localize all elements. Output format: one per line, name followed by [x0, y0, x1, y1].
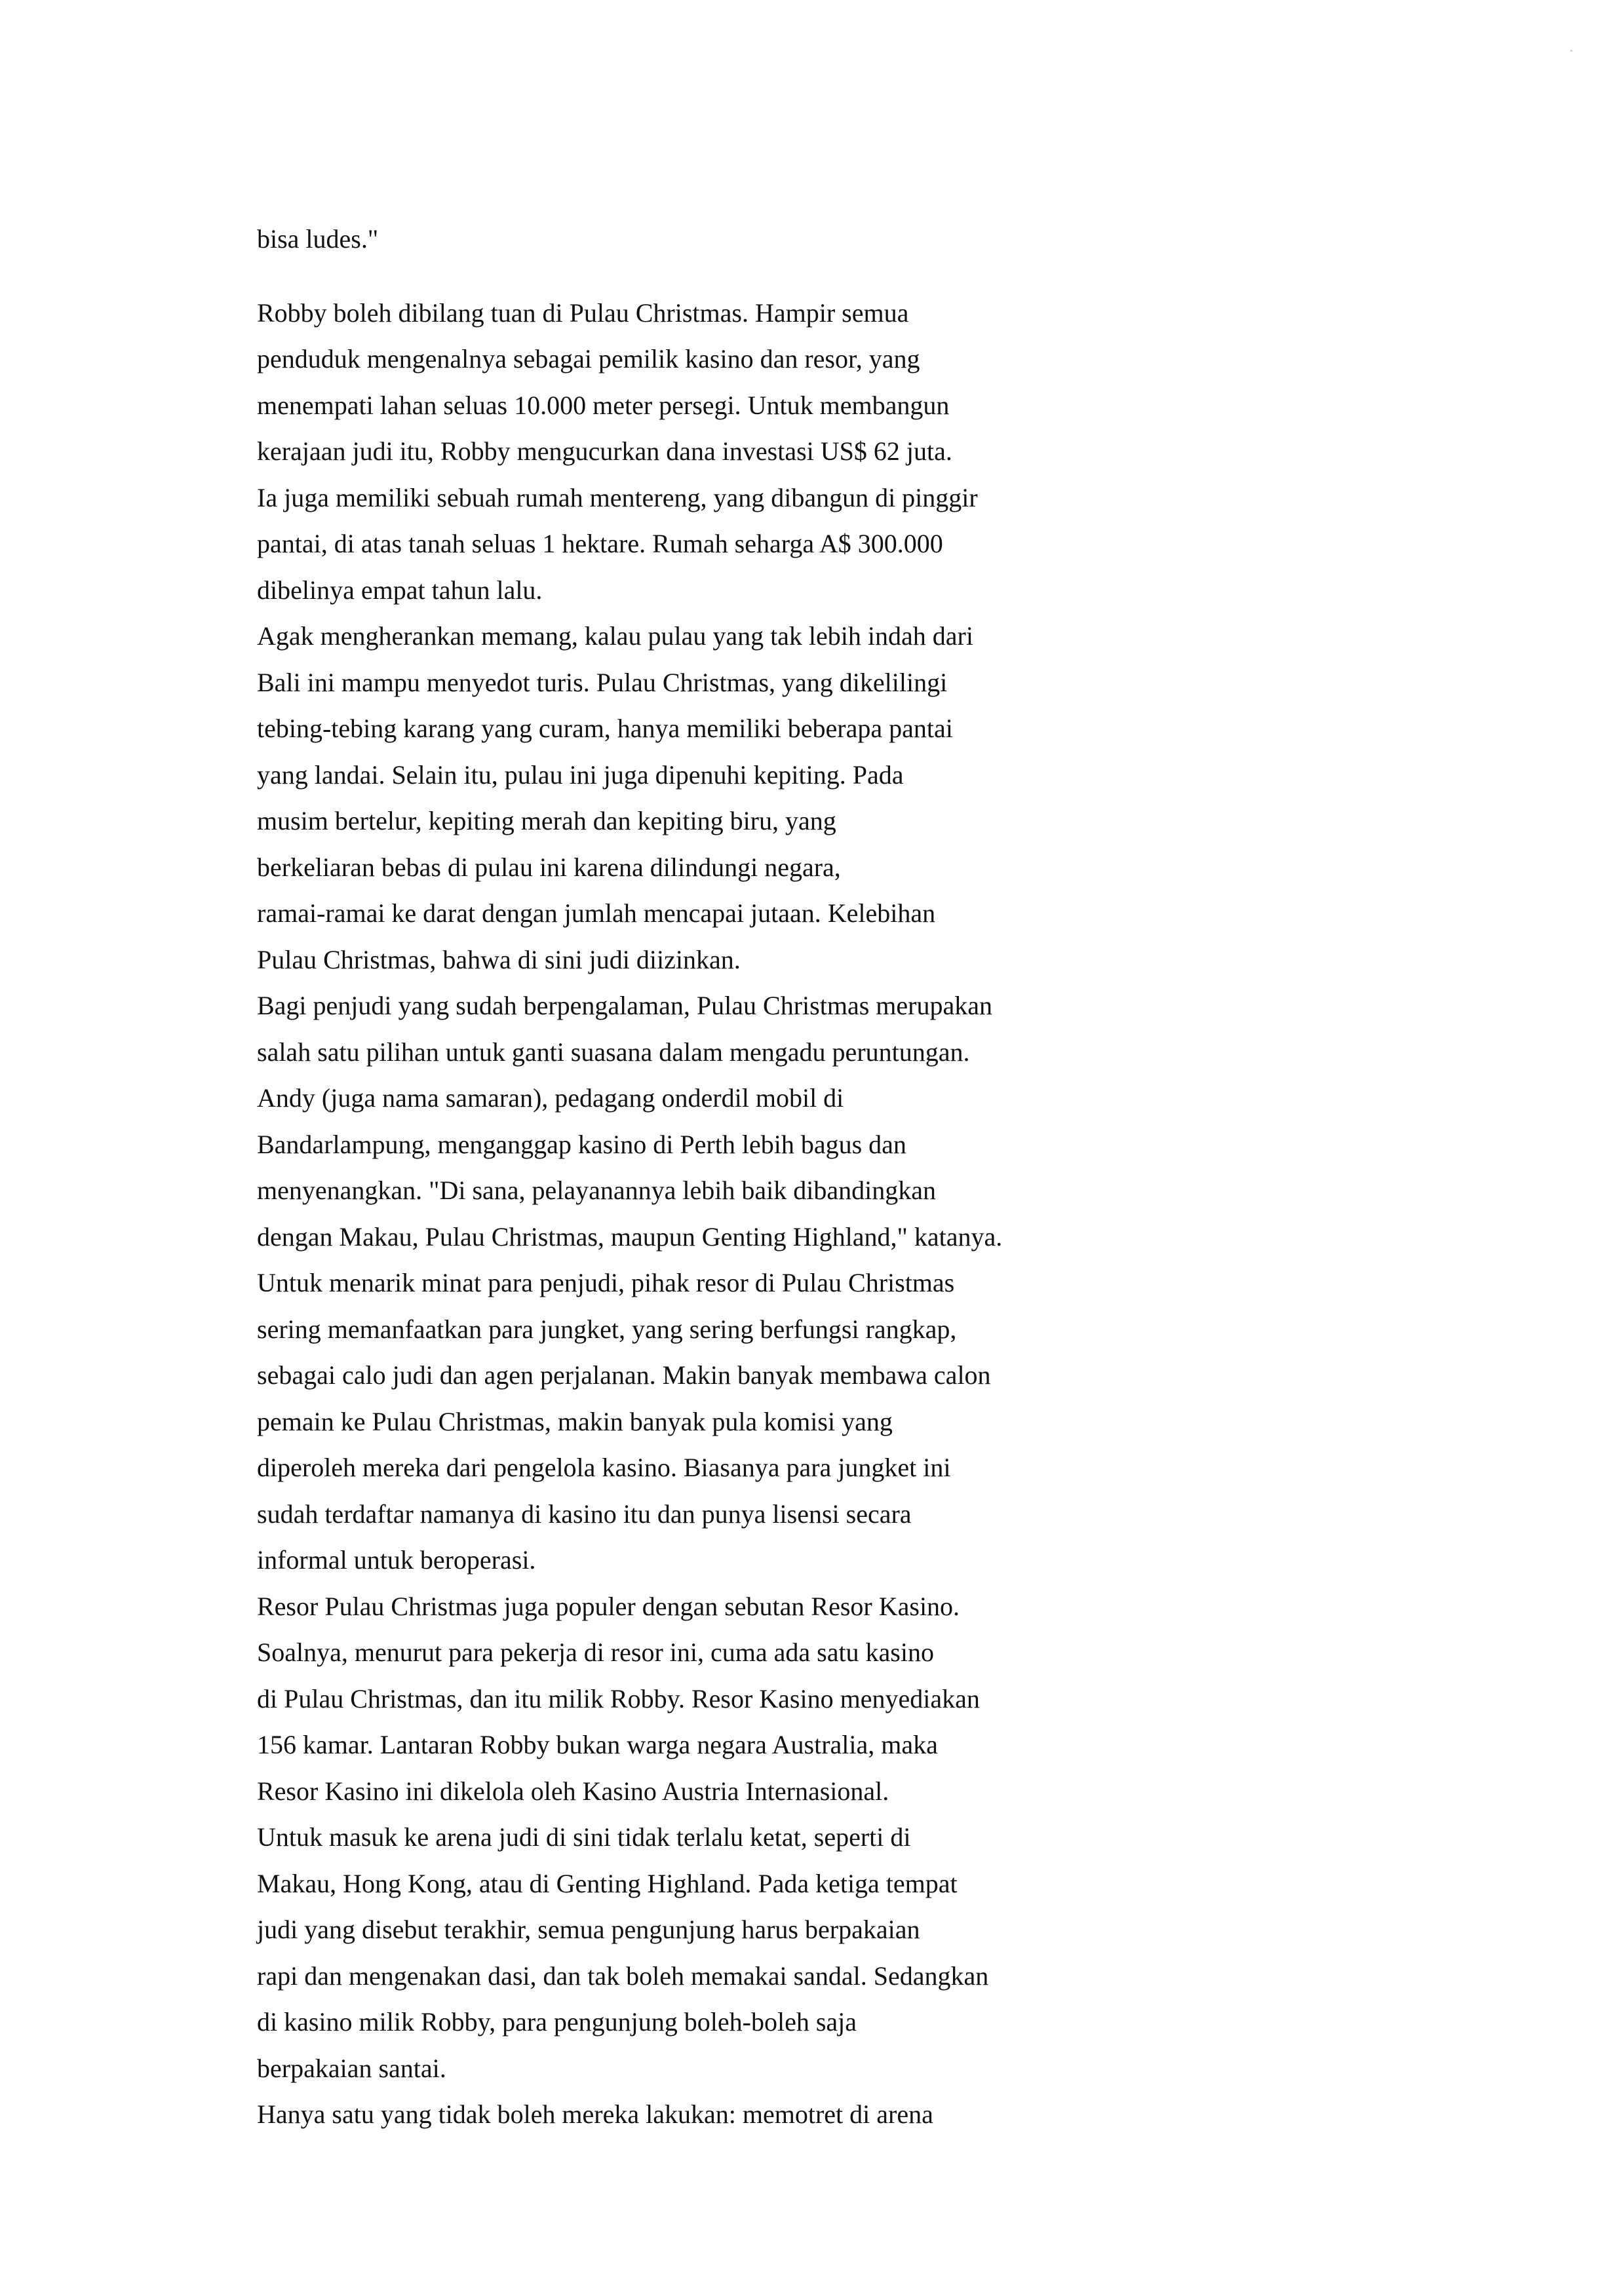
text-line: Hanya satu yang tidak boleh mereka lakukan: memotret di arena: [257, 2099, 933, 2129]
text-line: musim bertelur, kepiting merah dan kepiting biru, yang: [257, 806, 836, 835]
text-line: sebagai calo judi dan agen perjalanan. Makin banyak membawa calon: [257, 1360, 991, 1390]
text-line: dibelinya empat tahun lalu.: [257, 575, 543, 605]
text-line: menyenangkan. "Di sana, pelayanannya lebih baik dibandingkan: [257, 1176, 936, 1205]
text-line: yang landai. Selain itu, pulau ini juga dipenuhi kepiting. Pada: [257, 759, 904, 790]
text-line: berpakaian santai.: [257, 2053, 446, 2083]
paragraph-gap: [257, 263, 1502, 290]
text-line: Robby boleh dibilang tuan di Pulau Christmas. Hampir semua: [257, 297, 909, 328]
text-line: informal untuk beroperasi.: [257, 1545, 536, 1575]
text-line: Untuk menarik minat para penjudi, pihak resor di Pulau Christmas: [257, 1268, 955, 1297]
text-line: Resor Kasino ini dikelola oleh Kasino Austria Internasional.: [257, 1776, 889, 1806]
text-line: Bali ini mampu menyedot turis. Pulau Christmas, yang dikelilingi: [257, 667, 948, 697]
text-line: Resor Pulau Christmas juga populer dengan sebutan Resor Kasino.: [257, 1591, 960, 1621]
text-line: berkeliaran bebas di pulau ini karena dilindungi negara,: [257, 852, 841, 882]
text-line: Untuk masuk ke arena judi di sini tidak terlalu ketat, seperti di: [257, 1822, 911, 1852]
text-line: salah satu pilihan untuk ganti suasana dalam mengadu peruntungan.: [257, 1037, 970, 1067]
text-line: rapi dan mengenakan dasi, dan tak boleh memakai sandal. Sedangkan: [257, 1961, 989, 1991]
body-text: [257, 216, 1502, 2138]
text-line: diperoleh mereka dari pengelola kasino. Biasanya para jungket ini: [257, 1453, 951, 1482]
text-line: Makau, Hong Kong, atau di Genting Highland. Pada ketiga tempat: [257, 1868, 958, 1898]
text-line: di Pulau Christmas, dan itu milik Robby. Resor Kasino menyediakan: [257, 1683, 980, 1713]
text-line: Bandarlampung, menganggap kasino di Perth lebih bagus dan: [257, 1129, 906, 1159]
text-line: Agak mengherankan memang, kalau pulau yang tak lebih indah dari: [257, 621, 973, 651]
text-line: 156 kamar. Lantaran Robby bukan warga negara Australia, maka: [257, 1730, 938, 1759]
text-line: sudah terdaftar namanya di kasino itu dan punya lisensi secara: [257, 1499, 912, 1529]
text-line: tebing-tebing karang yang curam, hanya memiliki beberapa pantai: [257, 714, 953, 743]
text-line: penduduk mengenalnya sebagai pemilik kasino dan resor, yang: [257, 344, 920, 373]
text-line: Soalnya, menurut para pekerja di resor ini, cuma ada satu kasino: [257, 1637, 934, 1667]
text-line: bisa ludes.": [257, 224, 379, 254]
text-line: menempati lahan seluas 10.000 meter persegi. Untuk membangun: [257, 390, 950, 420]
text-line: Andy (juga nama samaran), pedagang onderdil mobil di: [257, 1083, 844, 1113]
text-line: sering memanfaatkan para jungket, yang sering berfungsi rangkap,: [257, 1314, 957, 1344]
text-line: judi yang disebut terakhir, semua pengunjung harus berpakaian: [257, 1915, 920, 1944]
text-line: dengan Makau, Pulau Christmas, maupun Genting Highland," katanya.: [257, 1221, 1003, 1252]
text-line: di kasino milik Robby, para pengunjung boleh-boleh saja: [257, 2007, 857, 2037]
scan-speck: [1570, 50, 1572, 52]
text-line: Bagi penjudi yang sudah berpengalaman, Pulau Christmas merupakan: [257, 991, 992, 1020]
text-line: ramai-ramai ke darat dengan jumlah mencapai jutaan. Kelebihan: [257, 898, 936, 928]
text-line: Ia juga memiliki sebuah rumah mentereng, yang dibangun di pinggir: [257, 482, 978, 512]
text-line: kerajaan judi itu, Robby mengucurkan dana investasi US$ 62 juta.: [257, 436, 952, 466]
text-line: Pulau Christmas, bahwa di sini judi diizinkan.: [257, 944, 741, 974]
text-line: pantai, di atas tanah seluas 1 hektare. Rumah seharga A$ 300.000: [257, 529, 943, 558]
text-line: pemain ke Pulau Christmas, makin banyak pula komisi yang: [257, 1406, 893, 1436]
